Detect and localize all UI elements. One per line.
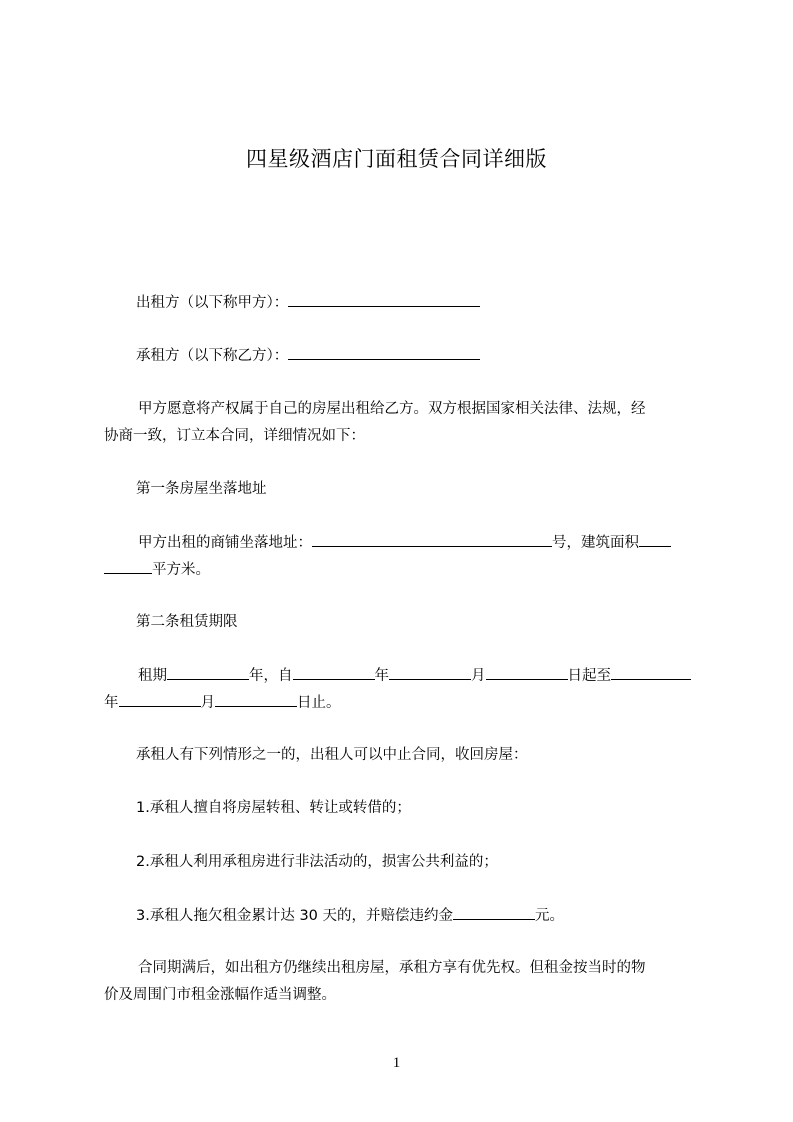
address-line-1: [138, 532, 738, 553]
intro-paragraph-line-2: 协商一致，订立本合同，详细情况如下：: [104, 428, 365, 444]
term-line-1: [138, 665, 738, 686]
lessee-line: [136, 345, 736, 366]
address-line-2: [104, 559, 704, 580]
lessee-label: 承租方（以下称乙方）：: [136, 348, 289, 364]
start-day-blank: [486, 665, 568, 680]
renewal-paragraph-line-1: 合同期满后，如出租方仍继续出租房屋，承租方享有优先权。但租金按当时的物: [138, 960, 646, 976]
term-label: 租期: [138, 668, 167, 684]
end-day-blank: [215, 692, 297, 707]
termination-item-1: 1.承租人擅自将房屋转租、转让或转借的；: [136, 800, 411, 816]
termination-item-2: 2.承租人利用承租房进行非法活动的，损害公共利益的；: [136, 854, 498, 870]
lessor-blank: [288, 292, 480, 307]
lessor-line: [136, 292, 736, 313]
intro-paragraph-line-1: 甲方愿意将产权属于自己的房屋出租给乙方。双方根据国家相关法律、法规，经: [138, 401, 646, 417]
article-1-heading: 第一条房屋坐落地址: [136, 481, 267, 497]
lessor-label: 出租方（以下称甲方）：: [136, 295, 289, 311]
term-line-2: [104, 692, 704, 713]
start-month-label: 月: [471, 668, 486, 684]
area-unit: 平方米。: [152, 562, 210, 578]
end-day-label: 日止。: [297, 695, 341, 711]
termination-intro: 承租人有下列情形之一的，出租人可以中止合同，收回房屋：: [136, 747, 528, 763]
end-year-blank: [611, 665, 691, 680]
end-month-blank: [119, 692, 201, 707]
start-month-blank: [389, 665, 471, 680]
start-year-blank: [293, 665, 375, 680]
end-month-label: 月: [200, 695, 215, 711]
address-label: 甲方出租的商铺坐落地址：: [138, 535, 312, 551]
end-year-label: 年: [104, 695, 119, 711]
termination-item-3: [136, 905, 736, 926]
area-blank-start: [639, 532, 671, 547]
penalty-blank: [453, 905, 535, 920]
renewal-paragraph-line-2: 价及周围门市租金涨幅作适当调整。: [104, 987, 336, 1003]
start-day-label: 日起至: [567, 668, 611, 684]
page-number: 1: [392, 1055, 401, 1071]
term-from-label: 年，自: [249, 668, 293, 684]
article-2-heading: 第二条租赁期限: [136, 614, 238, 630]
document-title: 四星级酒店门面租赁合同详细版: [246, 147, 547, 171]
lessee-blank: [288, 345, 480, 360]
term-years-blank: [167, 665, 249, 680]
penalty-unit: 元。: [535, 908, 565, 924]
address-blank: [312, 532, 552, 547]
area-label: 号，建筑面积: [552, 535, 639, 551]
arrears-label: 3.承租人拖欠租金累计达 30 天的，并赔偿违约金: [136, 908, 454, 924]
start-year-label: 年: [374, 668, 389, 684]
area-blank-end: [104, 559, 152, 574]
